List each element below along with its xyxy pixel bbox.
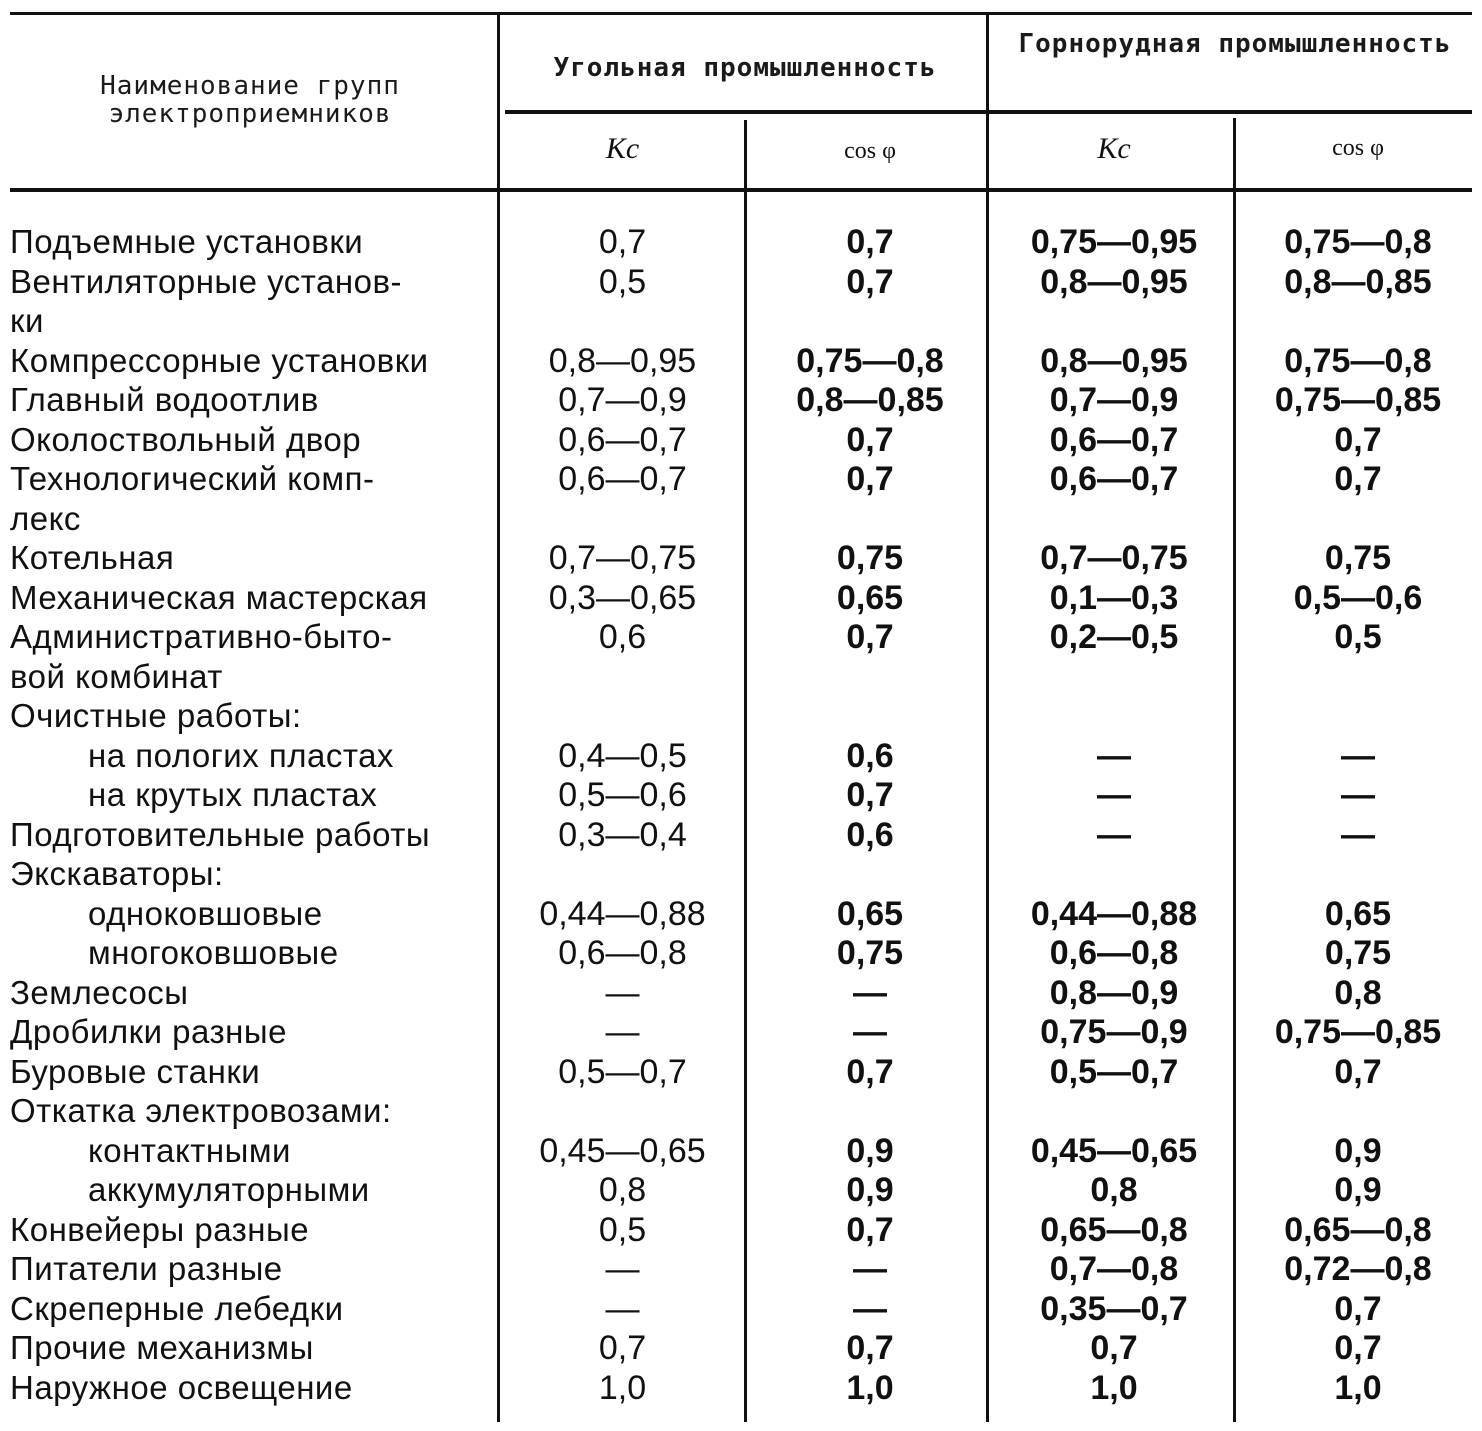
ore-cos-value [1240, 854, 1476, 894]
row-name: Технологический комп- [10, 460, 375, 497]
coal-cos-value: 0,7 [846, 1053, 894, 1091]
coal-kc-value: 0,4—0,5 [558, 737, 687, 775]
coal-cos-value: — [853, 1250, 887, 1288]
ore-cos-value: 0,9 [1334, 1132, 1382, 1170]
coal-kc-value: 1,0 [598, 1369, 647, 1407]
ore-cos-value: 0,75—0,85 [1274, 1013, 1442, 1051]
coal-cos-value: 0,65 [836, 895, 904, 933]
ore-kc-value: 0,75—0,95 [1030, 223, 1198, 261]
table-row [0, 1170, 1482, 1210]
coal-kc-value: 0,8 [598, 1171, 647, 1209]
table-row [0, 1210, 1482, 1250]
coal-kc-value: 0,5 [598, 1211, 647, 1249]
table-row [0, 538, 1482, 578]
ore-cos-value: 0,75—0,8 [1284, 223, 1432, 261]
coal-kc-value: 0,44—0,88 [539, 895, 706, 933]
ore-cos-value: 0,75 [1324, 934, 1392, 972]
coal-kc-value [505, 1091, 740, 1131]
coal-cos-value: 0,7 [846, 776, 894, 814]
coal-kc-value: 0,5 [598, 263, 647, 301]
row-name: Конвейеры разные [10, 1211, 310, 1248]
coal-kc-value: 0,3—0,4 [558, 816, 687, 854]
table-row [0, 380, 1482, 420]
row-name: Околоствольный двор [10, 421, 362, 458]
coal-cos-value: 1,0 [846, 1369, 894, 1407]
ore-kc-value: 0,1—0,3 [1049, 579, 1179, 617]
row-name: на пологих пластах [88, 737, 394, 774]
ore-kc-value: 0,7—0,75 [1040, 539, 1188, 577]
ore-kc-value: 0,65—0,8 [1040, 1211, 1188, 1249]
coal-kc-value: 0,6—0,8 [558, 934, 687, 972]
row-name: Дробилки разные [10, 1013, 287, 1050]
table-row [0, 657, 1482, 697]
row-name: Экскаваторы: [10, 855, 224, 892]
ore-cos-value [1240, 657, 1476, 697]
coal-cos-value: 0,75 [836, 539, 904, 577]
row-name: Прочие механизмы [10, 1329, 314, 1366]
table-row [0, 1249, 1482, 1289]
ore-kc-value: 0,7 [1090, 1329, 1138, 1367]
coal-kc-value [505, 854, 740, 894]
coal-cos-value: 0,7 [846, 1329, 894, 1367]
ore-cos-value: 0,72—0,8 [1284, 1250, 1432, 1288]
coal-cos-value: 0,6 [846, 737, 894, 775]
coal-cos-value [750, 301, 990, 341]
ore-cos-value [1240, 301, 1476, 341]
ore-kc-value: 0,8—0,9 [1049, 974, 1179, 1012]
table-row [0, 1131, 1482, 1171]
coal-cos-value [750, 657, 990, 697]
header-ore-industry: Горнорудная промышленность [1018, 29, 1452, 59]
coal-kc-value: 0,8—0,95 [548, 342, 697, 380]
table-row [0, 736, 1482, 776]
coal-cos-value: — [853, 974, 887, 1012]
ore-kc-value [996, 657, 1232, 697]
row-name: аккумуляторными [88, 1171, 370, 1208]
coal-cos-value: 0,7 [846, 263, 894, 301]
ore-cos-value: 0,7 [1334, 1290, 1382, 1328]
ore-kc-value: 0,6—0,7 [1049, 421, 1179, 459]
ore-kc-value: 0,45—0,65 [1030, 1132, 1198, 1170]
coal-kc-value [505, 696, 740, 736]
ore-cos-value: 1,0 [1334, 1369, 1382, 1407]
coal-kc-value [505, 499, 740, 539]
table-row [0, 1289, 1482, 1329]
coal-cos-value: 0,75—0,8 [796, 342, 944, 380]
table-row [0, 1328, 1482, 1368]
coal-cos-value: 0,8—0,85 [796, 381, 944, 419]
ore-kc-value: 0,8 [1090, 1171, 1138, 1209]
ore-cos-value: — [1341, 737, 1375, 775]
top-rule [10, 12, 1472, 15]
table-row [0, 578, 1482, 618]
coal-kc-value: — [605, 1290, 640, 1328]
ore-kc-value: 0,2—0,5 [1049, 618, 1179, 656]
coal-cos-value: 0,7 [846, 1211, 894, 1249]
coal-cos-value: — [853, 1013, 887, 1051]
row-name: Буровые станки [10, 1053, 261, 1090]
ore-kc-value: 0,8—0,95 [1040, 263, 1188, 301]
coal-cos-value [750, 1091, 990, 1131]
coal-kc-value: 0,6—0,7 [558, 460, 687, 498]
ore-cos-value [1240, 1091, 1476, 1131]
table-row [0, 301, 1482, 341]
row-name: многоковшовые [88, 934, 339, 971]
ore-kc-value: 0,75—0,9 [1040, 1013, 1188, 1051]
coal-kc-value: — [605, 974, 640, 1012]
row-name: Землесосы [10, 974, 189, 1011]
table-row [0, 696, 1482, 736]
ore-kc-value: 0,35—0,7 [1040, 1290, 1188, 1328]
row-name: Механическая мастерская [10, 579, 428, 616]
row-name: ки [10, 302, 44, 339]
coal-kc-value: 0,7—0,75 [548, 539, 697, 577]
row-name: Административно-быто- [10, 618, 393, 655]
table-row [0, 815, 1482, 855]
ore-kc-value [996, 696, 1232, 736]
coal-kc-value: 0,6 [598, 618, 647, 656]
ore-kc-value: 0,44—0,88 [1030, 895, 1198, 933]
coal-cos-value: 0,7 [846, 421, 894, 459]
table-row [0, 1012, 1482, 1052]
table-row [0, 341, 1482, 381]
coal-cos-value: — [853, 1290, 887, 1328]
ore-kc-value: 1,0 [1090, 1369, 1138, 1407]
table-row [0, 1368, 1482, 1408]
ore-cos-value: 0,75 [1324, 539, 1392, 577]
coal-cos-value: 0,7 [846, 223, 894, 261]
table-row [0, 1091, 1482, 1131]
ore-kc-value: 0,7—0,8 [1049, 1250, 1179, 1288]
ore-cos-value: 0,65 [1324, 895, 1392, 933]
table-row [0, 420, 1482, 460]
ore-kc-value: 0,7—0,9 [1049, 381, 1179, 419]
ore-cos-value: 0,75—0,8 [1284, 342, 1432, 380]
coal-cos-value: 0,75 [836, 934, 904, 972]
ore-cos-value: 0,8 [1334, 974, 1382, 1012]
row-name: лекс [10, 500, 81, 537]
coal-kc-value: 0,5—0,7 [558, 1053, 687, 1091]
table-row [0, 775, 1482, 815]
header-name-column: Наименование групп электроприемников [100, 71, 400, 129]
ore-cos-value: 0,7 [1334, 460, 1382, 498]
row-name: Очистные работы: [10, 697, 302, 734]
table-row [0, 617, 1482, 657]
subheader-coal-cos: cos φ [844, 138, 896, 164]
coal-kc-value: — [605, 1013, 640, 1051]
coal-kc-value: 0,45—0,65 [539, 1132, 706, 1170]
table-row [0, 459, 1482, 499]
ore-cos-value: — [1341, 816, 1375, 854]
ore-kc-value: 0,5—0,7 [1049, 1053, 1179, 1091]
coal-kc-value: 0,3—0,65 [548, 579, 697, 617]
ore-cos-value: 0,5 [1334, 618, 1382, 656]
subheader-coal-kc: Kс [605, 132, 640, 165]
coal-kc-value [505, 301, 740, 341]
row-name: на крутых пластах [88, 776, 378, 813]
table-row [0, 499, 1482, 539]
row-name: контактными [88, 1132, 291, 1169]
coal-kc-value [505, 657, 740, 697]
coal-kc-value: 0,5—0,6 [558, 776, 687, 814]
coal-cos-value [750, 499, 990, 539]
ore-cos-value: 0,7 [1334, 1053, 1382, 1091]
ore-cos-value: 0,7 [1334, 1329, 1382, 1367]
table-row [0, 1052, 1482, 1092]
ore-cos-value [1240, 499, 1476, 539]
ore-cos-value: 0,65—0,8 [1284, 1211, 1432, 1249]
ore-kc-value: — [1097, 737, 1131, 775]
ore-kc-value: — [1097, 816, 1131, 854]
coal-kc-value: 0,7 [598, 223, 647, 261]
table-row [0, 894, 1482, 934]
ore-cos-value: 0,8—0,85 [1284, 263, 1432, 301]
row-name: Наружное освещение [10, 1369, 353, 1406]
table-row [0, 262, 1482, 302]
row-name: Компрессорные установки [10, 342, 429, 379]
ore-cos-value: 0,9 [1334, 1171, 1382, 1209]
coal-kc-value: — [605, 1250, 640, 1288]
row-name: вой комбинат [10, 658, 223, 695]
ore-kc-value [996, 854, 1232, 894]
coal-cos-value [750, 696, 990, 736]
ore-cos-value: 0,7 [1334, 421, 1382, 459]
coal-cos-value: 0,6 [846, 816, 894, 854]
coal-kc-value: 0,7—0,9 [558, 381, 687, 419]
coal-kc-value: 0,7 [598, 1329, 647, 1367]
ore-kc-value: 0,8—0,95 [1040, 342, 1188, 380]
ore-cos-value: — [1341, 776, 1375, 814]
header-bottom-rule [10, 188, 1472, 192]
ore-kc-value: 0,6—0,8 [1049, 934, 1179, 972]
subheader-ore-cos: cos φ [1332, 135, 1384, 161]
ore-cos-value: 0,5—0,6 [1293, 579, 1423, 617]
coal-kc-value: 0,6—0,7 [558, 421, 687, 459]
row-name: Подготовительные работы [10, 816, 431, 853]
table-row [0, 854, 1482, 894]
coal-cos-value: 0,9 [846, 1132, 894, 1170]
ore-cos-value [1240, 696, 1476, 736]
table-row [0, 222, 1482, 262]
row-name: Котельная [10, 539, 175, 576]
row-name: Скреперные лебедки [10, 1290, 344, 1327]
ore-kc-value: — [1097, 776, 1131, 814]
row-name: Подъемные установки [10, 223, 364, 260]
ore-kc-value: 0,6—0,7 [1049, 460, 1179, 498]
coal-cos-value: 0,7 [846, 460, 894, 498]
header-coal-industry: Угольная промышленность [553, 53, 937, 83]
table-row [0, 973, 1482, 1013]
table-row [0, 933, 1482, 973]
coal-cos-value: 0,9 [846, 1171, 894, 1209]
row-name: Откатка электровозами: [10, 1092, 392, 1129]
coal-cos-value: 0,7 [846, 618, 894, 656]
row-name: Главный водоотлив [10, 381, 319, 418]
ore-kc-value [996, 499, 1232, 539]
coal-cos-value: 0,65 [836, 579, 904, 617]
row-name: одноковшовые [88, 895, 323, 932]
ore-cos-value: 0,75—0,85 [1274, 381, 1442, 419]
row-name: Питатели разные [10, 1250, 283, 1287]
ore-kc-value [996, 1091, 1232, 1131]
coal-cos-value [750, 854, 990, 894]
row-name: Вентиляторные установ- [10, 263, 402, 300]
subheader-ore-kc: Kс [1097, 132, 1131, 165]
ore-kc-value [996, 301, 1232, 341]
